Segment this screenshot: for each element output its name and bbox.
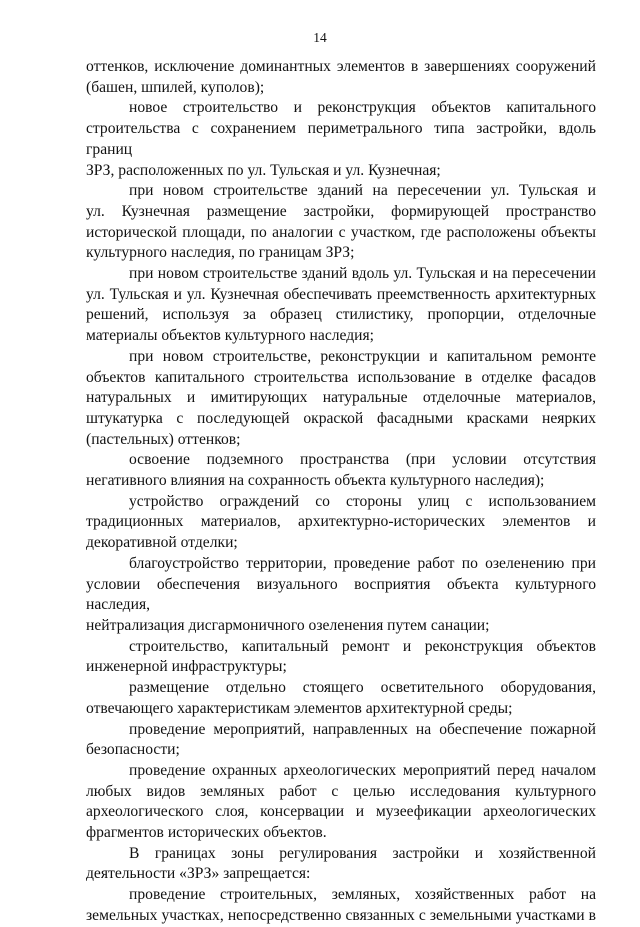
text-line: проведение мероприятий, направленных на обеспечение пожарной	[129, 720, 596, 738]
text-line: безопасности;	[86, 741, 180, 759]
text-line: при новом строительстве зданий на пересечении ул. Тульская и	[129, 182, 596, 200]
paragraph	[86, 57, 596, 98]
text-line: натуральных и имитирующих натуральные отделочные материалов,	[86, 389, 596, 407]
text-line: решений, используя за образец стилистику, пропорции, отделочные	[86, 306, 596, 324]
text-line: при новом строительстве, реконструкции и капитальном ремонте	[129, 347, 596, 365]
paragraph	[86, 720, 596, 761]
text-line: штукатурка с последующей окраской фасадными красками неярких	[86, 409, 596, 427]
paragraph	[86, 678, 596, 719]
text-line: ул. Кузнечная размещение застройки, формирующей пространство	[86, 202, 596, 220]
text-line: культурного наследия, по границам ЗРЗ;	[86, 244, 355, 262]
text-line: традиционных материалов, архитектурно-исторических элементов и	[86, 513, 596, 531]
body-text	[86, 57, 596, 927]
text-line: негативного влияния на сохранность объекта культурного наследия);	[86, 472, 545, 490]
text-line: ЗРЗ, расположенных по ул. Тульская и ул. Кузнечная;	[86, 161, 441, 179]
paragraph	[86, 761, 596, 844]
paragraph	[86, 492, 596, 554]
text-line: исторической площади, по аналогии с участком, где расположены объекты	[86, 223, 596, 241]
text-line: нейтрализация дисгармоничного озеленения путем санации;	[86, 616, 490, 634]
text-line: деятельности «ЗРЗ» запрещается:	[86, 865, 311, 883]
page-number: 14	[313, 30, 327, 45]
text-line: условии обеспечения визуального восприятия объекта культурного наследия,	[86, 575, 596, 614]
text-line: строительство, капитальный ремонт и реконструкция объектов	[129, 637, 596, 655]
text-line: объектов капитального строительства использование в отделке фасадов	[86, 368, 596, 386]
paragraph	[86, 844, 596, 885]
text-line: фрагментов исторических объектов.	[86, 824, 327, 842]
text-line: декоративной отделки;	[86, 534, 238, 552]
text-line: (башен, шпилей, куполов);	[86, 78, 265, 96]
text-line: отвечающего характеристикам элементов архитектурной среды;	[86, 699, 513, 717]
text-line: освоение подземного пространства (при условии отсутствия	[129, 451, 596, 469]
paragraph	[86, 554, 596, 637]
paragraph	[86, 885, 596, 926]
text-line: (пастельных) оттенков;	[86, 430, 241, 448]
text-line: проведение строительных, земляных, хозяйственных работ на	[129, 886, 596, 904]
paragraph	[86, 98, 596, 181]
text-line: ул. Тульская и ул. Кузнечная обеспечивать преемственность архитектурных	[86, 285, 596, 303]
text-line: любых видов земляных работ с целью исследования культурного	[86, 782, 596, 800]
text-line: материалы объектов культурного наследия;	[86, 327, 375, 345]
text-line: благоустройство территории, проведение работ по озеленению при	[129, 554, 596, 572]
text-line: В границах зоны регулирования застройки и хозяйственной	[129, 844, 596, 862]
paragraph	[86, 450, 596, 491]
text-line: при новом строительстве зданий вдоль ул. Тульская и на пересечении	[129, 265, 596, 283]
text-line: земельных участках, непосредственно связанных с земельными участками в	[86, 906, 596, 924]
text-line: устройство ограждений со стороны улиц с использованием	[129, 492, 596, 510]
text-line: проведение охранных археологических мероприятий перед началом	[129, 761, 596, 779]
paragraph	[86, 264, 596, 347]
text-line: строительства с сохранением периметрального типа застройки, вдоль границ	[86, 120, 596, 158]
paragraph	[86, 637, 596, 678]
text-line: новое строительство и реконструкция объектов капитального	[129, 99, 596, 117]
paragraph	[86, 181, 596, 264]
text-line: размещение отдельно стоящего осветительного оборудования,	[129, 679, 596, 697]
text-line: археологического слоя, консервации и музеефикации археологических	[86, 803, 596, 821]
paragraph	[86, 347, 596, 451]
text-line: инженерной инфраструктуры;	[86, 658, 287, 676]
text-line: оттенков, исключение доминантных элементов в завершениях сооружений	[86, 58, 596, 75]
